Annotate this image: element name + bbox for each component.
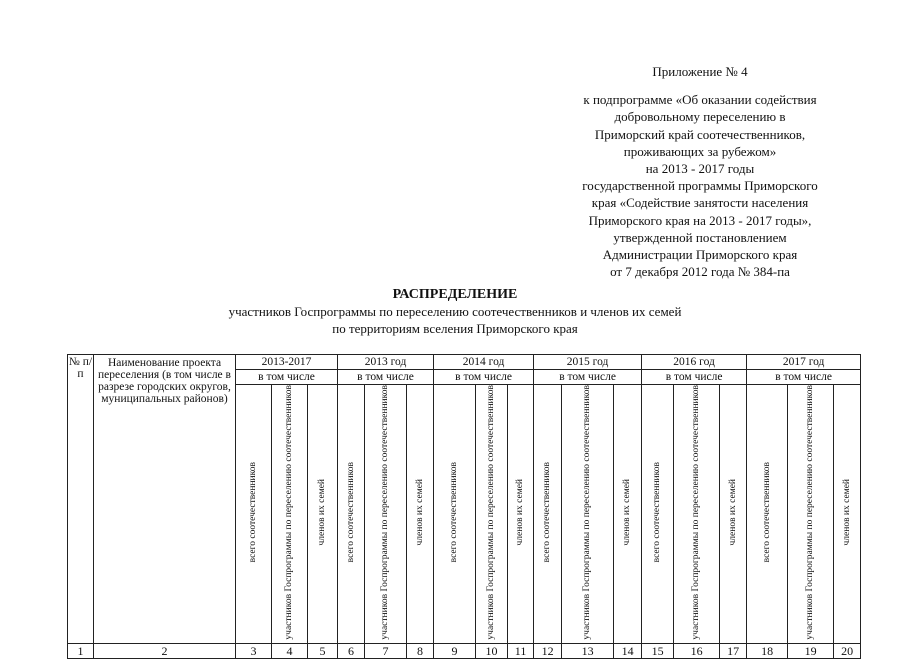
column-number: 6 [338, 643, 365, 658]
subheader-family: членов их семей [308, 385, 338, 644]
column-number: 12 [534, 643, 562, 658]
column-header-project-name: Наименование проекта переселения (в том числе в разрезе городских округов, муниципальных районов) [94, 355, 236, 644]
column-number: 15 [642, 643, 674, 658]
column-number: 9 [434, 643, 476, 658]
appendix-line: края «Содействие занятости населения [591, 195, 809, 211]
column-number: 11 [508, 643, 534, 658]
document-title: РАСПРЕДЕЛЕНИЕ [392, 287, 518, 302]
column-number: 10 [476, 643, 508, 658]
subheader-family: членов их семей [720, 385, 747, 644]
document-subtitle-line2: по территориям вселения Приморского края [332, 321, 578, 336]
document-subtitle-line1: участников Госпрограммы по переселению соотечественников и членов их семей [228, 304, 682, 319]
period-header: 2017 год [747, 355, 861, 370]
appendix-line: добровольному переселению в [614, 109, 786, 125]
column-number: 1 [68, 643, 94, 658]
appendix-line: на 2013 - 2017 годы [645, 161, 755, 177]
appendix-line: к подпрограмме «Об оказании содействия [583, 92, 817, 108]
period-header: 2015 год [534, 355, 642, 370]
period-header: 2013 год [338, 355, 434, 370]
column-number: 14 [614, 643, 642, 658]
column-number: 7 [365, 643, 407, 658]
subheader-total: всего соотечественников [747, 385, 788, 644]
including-label: в том числе [534, 370, 642, 385]
subheader-participants: участников Госпрограммы по переселению соотечественников [562, 385, 614, 644]
appendix-line: Приморского края на 2013 - 2017 годы», [588, 212, 812, 228]
column-number: 13 [562, 643, 614, 658]
period-header: 2013-2017 [236, 355, 338, 370]
column-number: 3 [236, 643, 272, 658]
distribution-table [67, 354, 861, 659]
including-label: в том числе [338, 370, 434, 385]
subheader-family: членов их семей [508, 385, 534, 644]
period-header: 2016 год [642, 355, 747, 370]
subheader-total: всего соотечественников [338, 385, 365, 644]
appendix-line: от 7 декабря 2012 года № 384-па [610, 264, 790, 280]
subheader-participants: участников Госпрограммы по переселению соотечественников [476, 385, 508, 644]
including-label: в том числе [747, 370, 861, 385]
subheader-participants: участников Госпрограммы по переселению соотечественников [788, 385, 834, 644]
appendix-line: утвержденной постановлением [613, 229, 787, 245]
column-header-number: № п/п [68, 355, 94, 644]
subheader-family: членов их семей [407, 385, 434, 644]
document-heading [150, 286, 760, 337]
appendix-line: государственной программы Приморского [582, 178, 818, 194]
appendix-line: Администрации Приморского края [602, 247, 798, 263]
appendix-line: проживающих за рубежом» [623, 143, 777, 159]
column-number: 18 [747, 643, 788, 658]
subheader-total: всего соотечественников [534, 385, 562, 644]
including-label: в том числе [642, 370, 747, 385]
subheader-total: всего соотечественников [642, 385, 674, 644]
column-number: 8 [407, 643, 434, 658]
column-number: 17 [720, 643, 747, 658]
including-label: в том числе [236, 370, 338, 385]
appendix-number: Приложение № 4 [652, 64, 748, 79]
column-number: 5 [308, 643, 338, 658]
subheader-total: всего соотечественников [236, 385, 272, 644]
including-label: в том числе [434, 370, 534, 385]
column-number: 19 [788, 643, 834, 658]
appendix-note [520, 63, 880, 280]
column-number: 20 [834, 643, 861, 658]
period-header: 2014 год [434, 355, 534, 370]
appendix-line: Приморский край соотечественников, [594, 126, 806, 142]
subheader-total: всего соотечественников [434, 385, 476, 644]
subheader-participants: участников Госпрограммы по переселению соотечественников [674, 385, 720, 644]
subheader-family: членов их семей [834, 385, 861, 644]
subheader-family: членов их семей [614, 385, 642, 644]
subheader-participants: участников Госпрограммы по переселению соотечественников [272, 385, 308, 644]
column-number: 2 [94, 643, 236, 658]
subheader-participants: участников Госпрограммы по переселению соотечественников [365, 385, 407, 644]
column-number: 16 [674, 643, 720, 658]
column-number: 4 [272, 643, 308, 658]
